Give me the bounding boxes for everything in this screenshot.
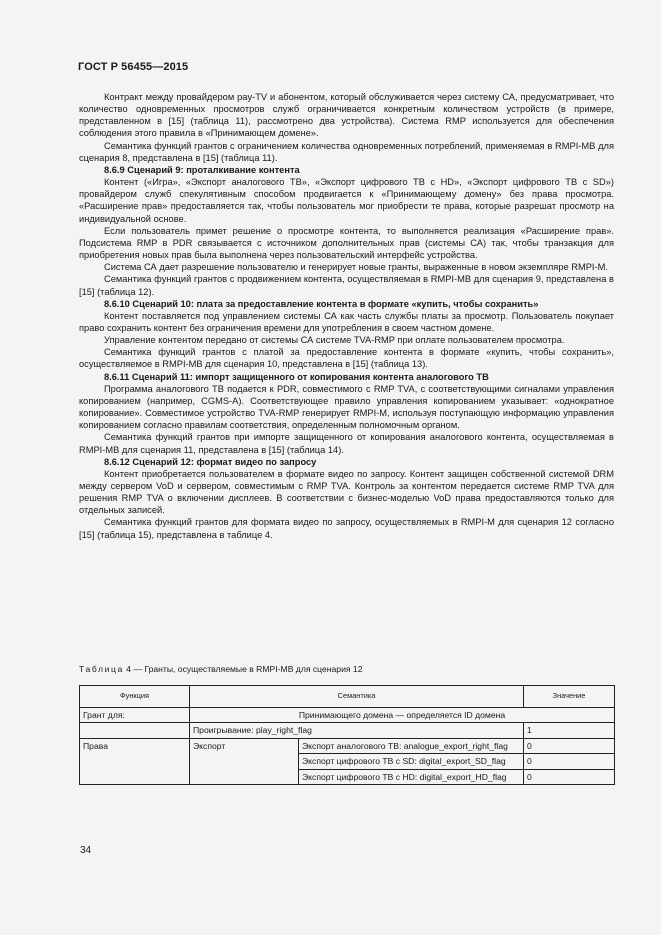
paragraph: Семантика функций грантов с платой за предоставление контента в формате «купить, чтобы сохранить», осуществляемое в RMPI-MB для сценария 10, представлена в [15] (таблица 13).: [79, 347, 614, 370]
section-heading: 8.6.10 Сценарий 10: плата за предоставление контента в формате «купить, чтобы сохранить»: [104, 298, 539, 309]
paragraph: Если пользователь примет решение о просмотре контента, то выполняется реализация «Расширение прав». Подсистема RMP в PDR связывается с источником дополнительных прав (системы СА) так, чтобы транзакция для приобретения новых прав была выполнена через пользовательский интерфейс устройства.: [79, 225, 614, 261]
header-function: Функция: [80, 686, 190, 708]
paragraph: Семантика функций грантов при импорте защищенного от копирования аналогового контента, осуществляемая в RMPI-MB для сценария 11, представлена в [15] (таблица 14).: [79, 432, 614, 455]
rights-label: Права: [80, 738, 190, 785]
grant-for-label: Грант для:: [80, 707, 190, 723]
play-right-value: 1: [524, 723, 615, 739]
export-hd-value: 0: [524, 769, 615, 785]
table-header-row: [80, 686, 615, 708]
paragraph: Программа аналогового ТВ подается к PDR, совместимого с RMP TVA, с соответствующими сигналами управления копированием (например, CGMS-A). Соответствующее правило управления копированием указывает: «однократное копирование». Совместимое устройство TVA-RMP генерирует RMPI-M, используя поступающую информацию управления копированием согласно правилам соответствия, определенным полномочным органом.: [79, 383, 614, 431]
table-row: [80, 707, 615, 723]
export-sd-cell: Экспорт цифрового ТВ с SD: digital_export_SD_flag: [299, 754, 524, 770]
paragraph: Контент приобретается пользователем в формате видео по запросу. Контент защищен собственной системой DRM между сервером VoD и сервером, совместимым с RMP TVA. Контроль за контентом передается системе RMP TVA для решения RMP TVA о включении дисплеев. В соответствии с бизнес-моделью VoD права предоставляются только для отдельных записей.: [79, 468, 614, 516]
paragraph: Контент поставляется под управлением системы СА как часть службы платы за просмотр. Пользователь покупает право сохранить контент без ограничения времени для употребления в своем частном домене.: [79, 310, 614, 333]
table-row: [80, 723, 615, 739]
header-value: Значение: [524, 686, 615, 708]
export-hd-cell: Экспорт цифрового ТВ с HD: digital_export_HD_flag: [299, 769, 524, 785]
export-analogue-cell: Экспорт аналогового ТВ: analogue_export_right_flag: [299, 738, 524, 754]
paragraph: Система СА дает разрешение пользователю и генерирует новые гранты, выраженные в новом экземпляре RMPI-M.: [104, 262, 608, 273]
section-heading: 8.6.9 Сценарий 9: проталкивание контента: [104, 164, 300, 175]
table-caption-text: 4 — Гранты, осуществляемые в RMPI-MB для сценария 12: [123, 664, 363, 674]
export-analogue-value: 0: [524, 738, 615, 754]
export-label: Экспорт: [190, 738, 299, 785]
play-right-cell: Проигрывание: play_right_flag: [190, 723, 524, 739]
grants-table: [79, 685, 615, 785]
body-text: [79, 91, 614, 541]
export-sd-value: 0: [524, 754, 615, 770]
header-semantics: Семантика: [190, 686, 524, 708]
section-heading: 8.6.12 Сценарий 12: формат видео по запросу: [104, 456, 317, 467]
paragraph: Управление контентом передано от системы СА системе TVA-RMP при оплате пользователем просмотра.: [104, 335, 565, 346]
paragraph: Контракт между провайдером pay-TV и абонентом, который обслуживается через систему СА, предусматривает, что количество одновременных просмотров служб ограничивается конкретным количеством устройств (в примере, представленном в [15] (таблица 11), рассмотрено два устройства). Система RMP используется для обеспечения соблюдения этого правила в «Принимающем домене».: [79, 92, 614, 139]
empty-cell: [80, 723, 190, 739]
table-caption: [79, 664, 363, 674]
page-number: 34: [80, 845, 92, 856]
paragraph: Семантика функций грантов с продвижением контента, осуществляемая в RMPI-MB для сценария 9, представлена в [15] (таблица 12).: [79, 274, 614, 297]
section-heading: 8.6.11 Сценарий 11: импорт защищенного от копирования контента аналогового ТВ: [104, 371, 489, 382]
paragraph: Семантика функций грантов для формата видео по запросу, осуществляемых в RMPI-M для сценария 12 согласно [15] (таблица 15), представлена в таблице 4.: [79, 517, 614, 540]
document-header: ГОСТ Р 56455—2015: [78, 61, 189, 73]
grant-for-text: Принимающего домена — определяется ID домена: [190, 707, 615, 723]
paragraph: Контент («Игра», «Экспорт аналогового ТВ», «Экспорт цифрового ТВ с HD», «Экспорт цифрового ТВ с SD») провайдером служб спекулятивным способом продвигается к «Принимающему домену» без права просмотра. «Расширение прав» предоставляется так, чтобы пользователь мог приобрести те права, которые разрешат просмотр на индивидуальной основе.: [79, 177, 614, 224]
table-row: [80, 738, 615, 754]
table-caption-label: Таблица: [79, 664, 124, 674]
paragraph: Семантика функций грантов с ограничением количества одновременных потреблений, применяемая в RMPI-MB для сценария 8, представлена в [15] (таблица 11).: [79, 140, 614, 163]
